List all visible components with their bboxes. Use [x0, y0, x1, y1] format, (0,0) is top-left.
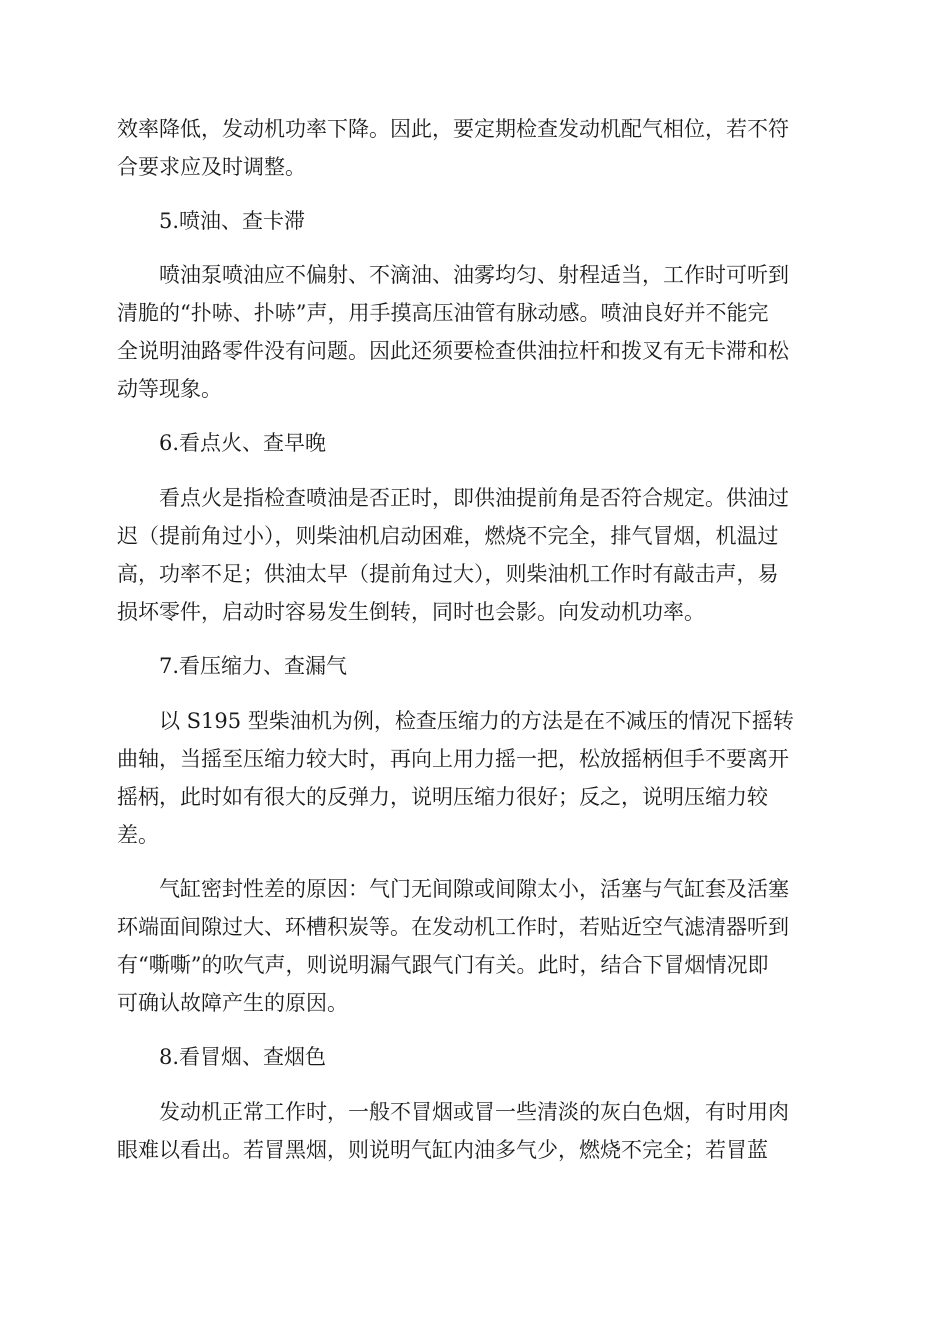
section-heading-7	[117, 647, 879, 685]
heading-text: 8.看冒烟、查烟色	[159, 1045, 327, 1069]
paragraph-injection	[117, 256, 837, 408]
text-line: 曲轴，当摇至压缩力较大时，再向上用力摇一把，松放摇柄但手不要离开	[117, 747, 789, 771]
text-line: 喷油泵喷油应不偏射、不滴油、油雾均匀、射程适当，工作时可听到	[159, 263, 789, 287]
section-heading-8	[117, 1038, 879, 1076]
paragraph-compression	[117, 702, 837, 854]
text-line: 效率降低，发动机功率下降。因此，要定期检查发动机配气相位，若不符	[117, 117, 789, 141]
heading-text: 6.看点火、查早晚	[159, 431, 327, 455]
text-line: 全说明油路零件没有问题。因此还须要检查供油拉杆和拨叉有无卡滞和松	[117, 339, 789, 363]
heading-text: 7.看压缩力、查漏气	[159, 654, 348, 678]
text-line: 差。	[117, 823, 159, 847]
paragraph-cylinder-seal	[117, 870, 837, 1022]
heading-text: 5.喷油、查卡滞	[159, 209, 306, 233]
text-line: 有“嘶嘶”的吹气声，则说明漏气跟气门有关。此时，结合下冒烟情况即	[117, 953, 769, 977]
text-line: 看点火是指检查喷油是否正时，即供油提前角是否符合规定。供油过	[159, 486, 789, 510]
text-line: 清脆的“扑哧、扑哧”声，用手摸高压油管有脉动感。喷油良好并不能完	[117, 301, 769, 325]
text-line: 以 S195 型柴油机为例，检查压缩力的方法是在不减压的情况下摇转	[159, 709, 794, 733]
paragraph-ignition	[117, 479, 837, 631]
text-line: 气缸密封性差的原因：气门无间隙或间隙太小，活塞与气缸套及活塞	[159, 877, 789, 901]
section-heading-5	[117, 202, 879, 240]
text-line: 摇柄，此时如有很大的反弹力，说明压缩力很好；反之，说明压缩力较	[117, 785, 768, 809]
text-line: 动等现象。	[117, 377, 222, 401]
section-heading-6	[117, 424, 879, 462]
text-line: 合要求应及时调整。	[117, 155, 306, 179]
text-line: 损坏零件，启动时容易发生倒转，同时也会影。向发动机功率。	[117, 600, 705, 624]
text-line: 眼难以看出。若冒黑烟，则说明气缸内油多气少，燃烧不完全；若冒蓝	[117, 1138, 768, 1162]
text-line: 迟（提前角过小），则柴油机启动困难，燃烧不完全，排气冒烟，机温过	[117, 524, 779, 548]
paragraph-smoke	[117, 1093, 837, 1169]
text-line: 高，功率不足；供油太早（提前角过大），则柴油机工作时有敲击声，易	[117, 562, 779, 586]
text-line: 可确认故障产生的原因。	[117, 991, 348, 1015]
paragraph-continuation	[117, 110, 837, 186]
text-line: 环端面间隙过大、环槽积炭等。在发动机工作时，若贴近空气滤清器听到	[117, 915, 789, 939]
text-line: 发动机正常工作时，一般不冒烟或冒一些清淡的灰白色烟，有时用肉	[159, 1100, 789, 1124]
